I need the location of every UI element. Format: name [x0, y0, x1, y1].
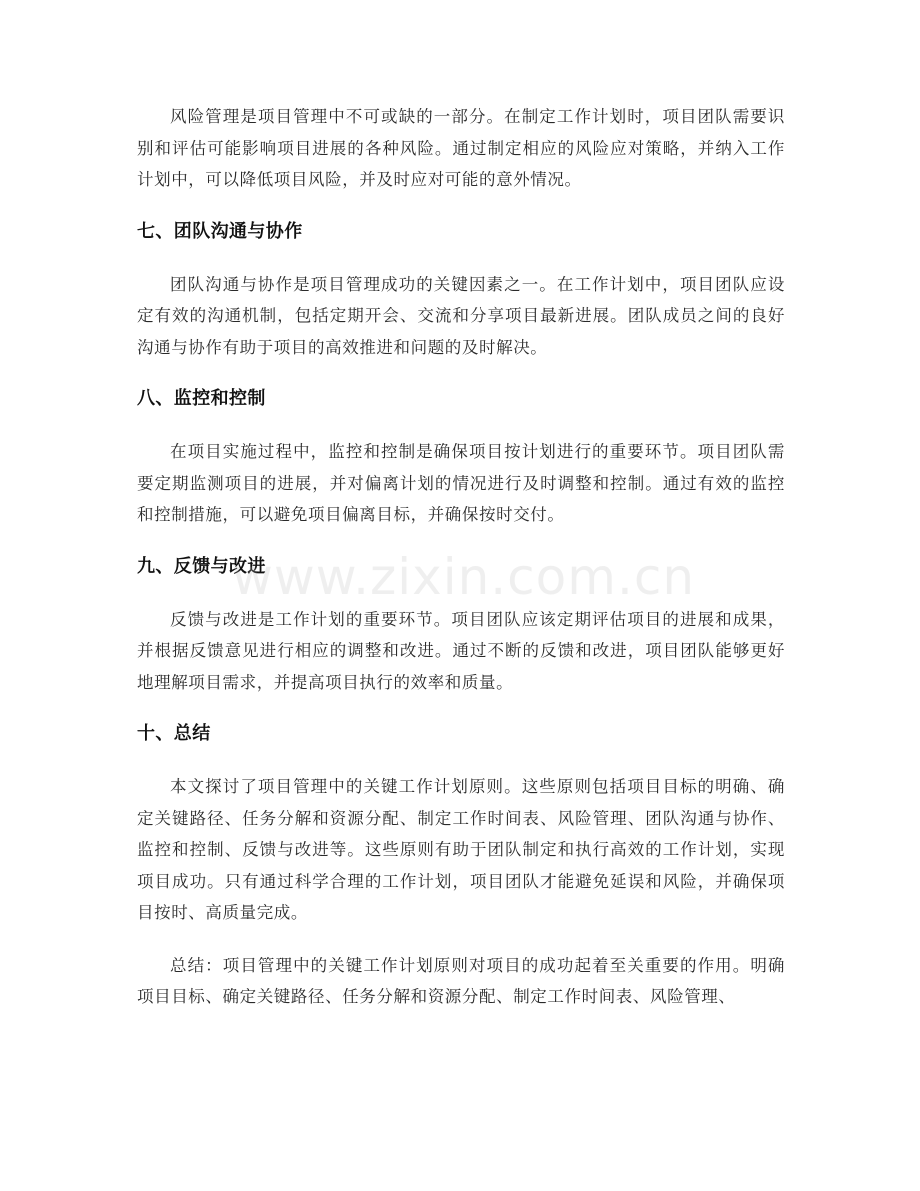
heading-summary: 十、总结: [137, 723, 211, 744]
heading-feedback-improvement: 九、反馈与改进: [137, 555, 266, 577]
paragraph-risk-management: 风险管理是项目管理中不可或缺的一部分。在制定工作计划时，项目团队需要识别和评估可能影响项目进展的各种风险。通过制定相应的风险应对策略，并纳入工作计划中，可以降低项目风险，并及时应对可能的意外情况。: [137, 107, 785, 189]
paragraph-summary: 本文探讨了项目管理中的关键工作计划原则。这些原则包括项目目标的明确、确定关键路径、任务分解和资源分配、制定工作时间表、风险管理、团队沟通与协作、监控和控制、反馈与改进等。这些原则有助于团队制定和执行高效的工作计划，实现项目成功。只有通过科学合理的工作计划，项目团队才能避免延误和风险，并确保项目按时、高质量完成。: [137, 777, 785, 922]
heading-team-communication: 七、团队沟通与协作: [137, 220, 303, 242]
watermark-text: www.zixin.com.cn: [232, 548, 696, 606]
heading-monitoring-control: 八、监控和控制: [137, 388, 266, 409]
paragraph-conclusion: 总结：项目管理中的关键工作计划原则对项目的成功起着至关重要的作用。明确项目目标、确定关键路径、任务分解和资源分配、制定工作时间表、风险管理、: [137, 955, 785, 1006]
paragraph-monitoring-control: 在项目实施过程中，监控和控制是确保项目按计划进行的重要环节。项目团队需要定期监测项目的进展，并对偏离计划的情况进行及时调整和控制。通过有效的监控和控制措施，可以避免项目偏离目标，并确保按时交付。: [137, 442, 785, 524]
paragraph-feedback-improvement: 反馈与改进是工作计划的重要环节。项目团队应该定期评估项目的进展和成果，并根据反馈意见进行相应的调整和改进。通过不断的反馈和改进，项目团队能够更好地理解项目需求，并提高项目执行的效率和质量。: [137, 609, 785, 692]
document-body: [137, 101, 785, 1013]
paragraph-team-communication: 团队沟通与协作是项目管理成功的关键因素之一。在工作计划中，项目团队应设定有效的沟通机制，包括定期开会、交流和分享项目最新进展。团队成员之间的良好沟通与协作有助于项目的高效推进和问题的及时解决。: [137, 274, 785, 357]
